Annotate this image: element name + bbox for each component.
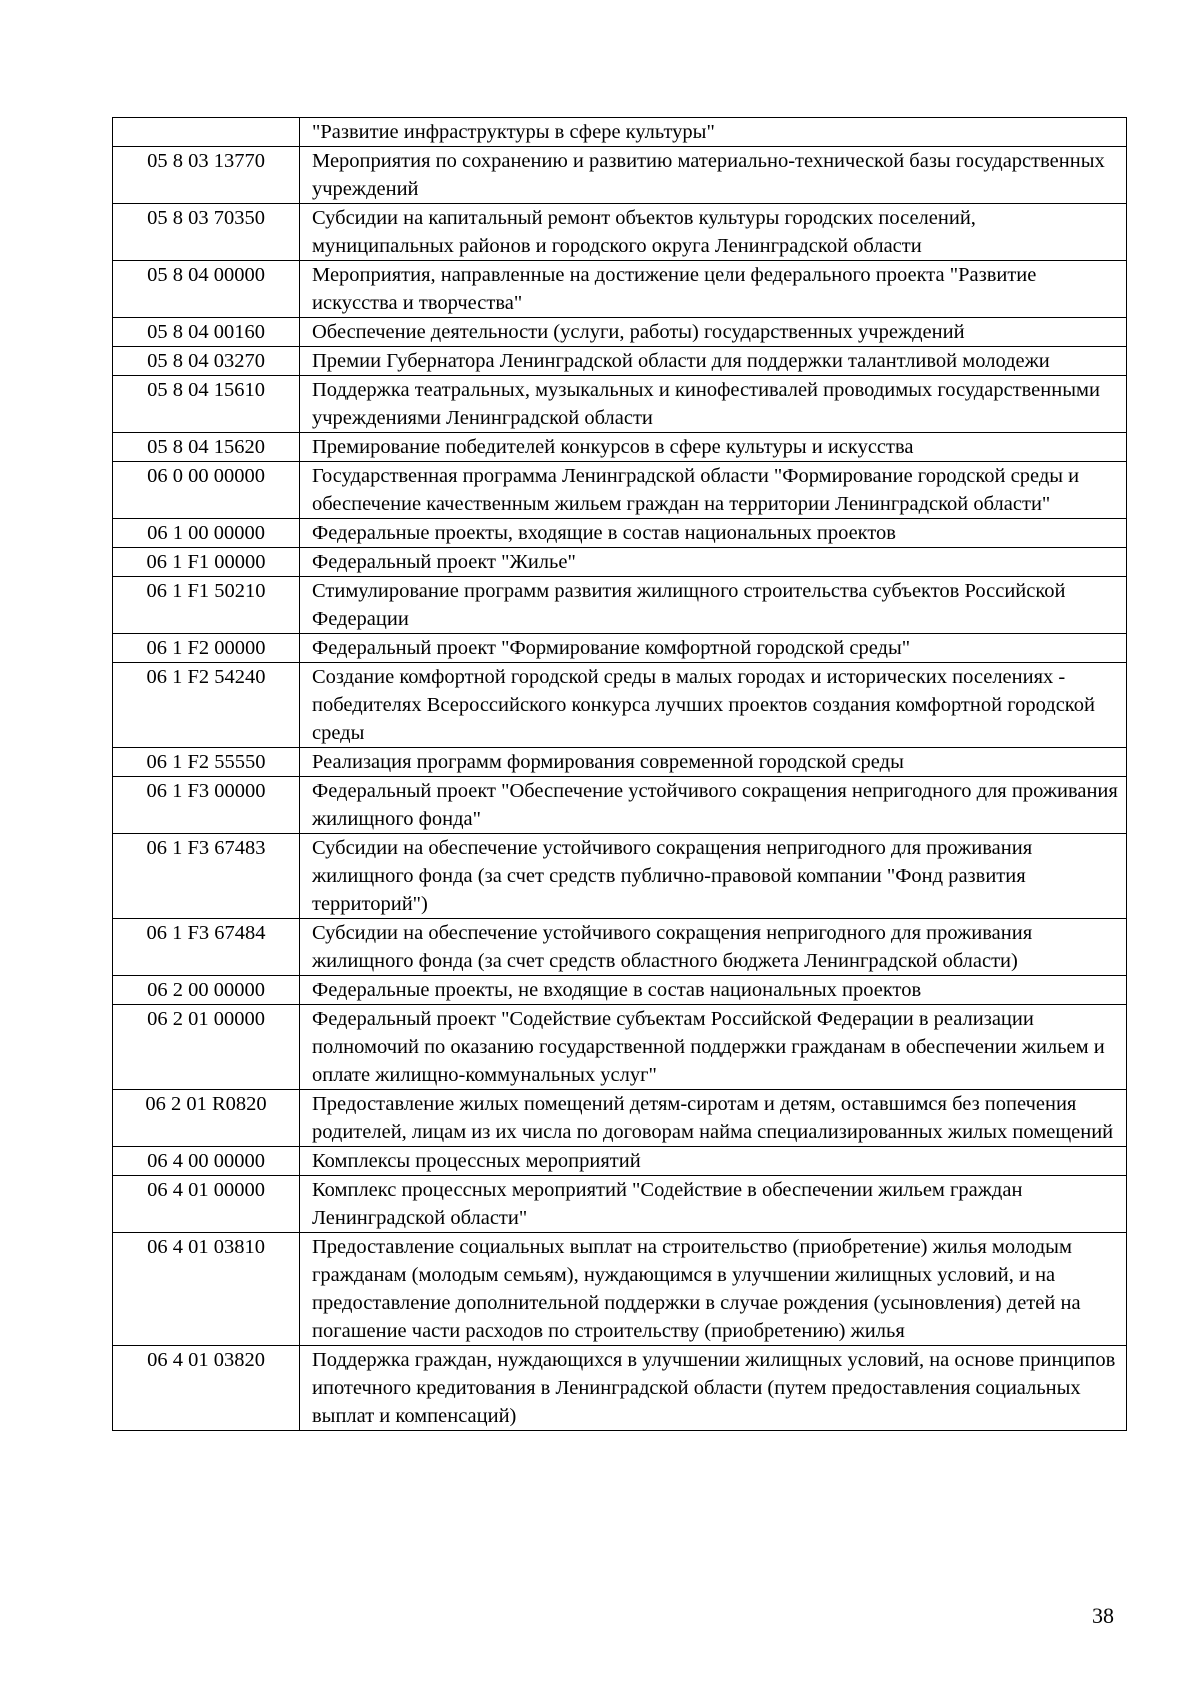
item-description: Мероприятия, направленные на достижение цели федерального проекта "Развитие искусства и творчества" <box>300 261 1127 318</box>
item-description: Федеральный проект "Обеспечение устойчивого сокращения непригодного для проживания жилищного фонда" <box>300 777 1127 834</box>
item-description: Поддержка театральных, музыкальных и кинофестивалей проводимых государственными учреждениями Ленинградской области <box>300 376 1127 433</box>
table-row <box>113 834 1127 919</box>
item-description: Субсидии на обеспечение устойчивого сокращения непригодного для проживания жилищного фонда (за счет средств публично-правовой компании "Фонд развития территорий") <box>300 834 1127 919</box>
item-description: Федеральные проекты, входящие в состав национальных проектов <box>300 519 1127 548</box>
table-row <box>113 204 1127 261</box>
classification-code: 05 8 04 03270 <box>113 347 300 376</box>
table-row <box>113 548 1127 577</box>
item-description: Субсидии на обеспечение устойчивого сокращения непригодного для проживания жилищного фонда (за счет средств областного бюджета Ленинградской области) <box>300 919 1127 976</box>
classification-code: 06 1 00 00000 <box>113 519 300 548</box>
classification-code: 06 1 F2 55550 <box>113 748 300 777</box>
classification-code: 05 8 03 13770 <box>113 147 300 204</box>
table-body <box>113 118 1127 1431</box>
table-row <box>113 519 1127 548</box>
classification-code: 06 2 00 00000 <box>113 976 300 1005</box>
classification-code <box>113 118 300 147</box>
classification-code: 05 8 03 70350 <box>113 204 300 261</box>
table-row <box>113 976 1127 1005</box>
table-row <box>113 318 1127 347</box>
classification-code: 06 1 F3 67484 <box>113 919 300 976</box>
item-description: Федеральные проекты, не входящие в состав национальных проектов <box>300 976 1127 1005</box>
table-row <box>113 919 1127 976</box>
table-row <box>113 347 1127 376</box>
classification-code: 06 1 F3 00000 <box>113 777 300 834</box>
classification-code: 06 1 F2 54240 <box>113 663 300 748</box>
table-row <box>113 147 1127 204</box>
table-row <box>113 663 1127 748</box>
table-row <box>113 577 1127 634</box>
budget-classification-table <box>112 117 1127 1431</box>
classification-code: 05 8 04 00000 <box>113 261 300 318</box>
item-description: Государственная программа Ленинградской области "Формирование городской среды и обеспечение качественным жильем граждан на территории Ленинградской области" <box>300 462 1127 519</box>
item-description: Федеральный проект "Содействие субъектам Российской Федерации в реализации полномочий по оказанию государственной поддержки гражданам в обеспечении жильем и оплате жилищно-коммунальных услуг" <box>300 1005 1127 1090</box>
table-row <box>113 261 1127 318</box>
item-description: Комплекс процессных мероприятий "Содействие в обеспечении жильем граждан Ленинградской области" <box>300 1176 1127 1233</box>
classification-code: 06 4 01 03820 <box>113 1346 300 1431</box>
classification-code: 05 8 04 00160 <box>113 318 300 347</box>
classification-code: 06 2 01 00000 <box>113 1005 300 1090</box>
page-number: 38 <box>1092 1603 1114 1628</box>
classification-code: 06 0 00 00000 <box>113 462 300 519</box>
item-description: Реализация программ формирования современной городской среды <box>300 748 1127 777</box>
table-row <box>113 433 1127 462</box>
item-description: Мероприятия по сохранению и развитию материально-технической базы государственных учреждений <box>300 147 1127 204</box>
item-description: Премирование победителей конкурсов в сфере культуры и искусства <box>300 433 1127 462</box>
classification-code: 06 1 F1 00000 <box>113 548 300 577</box>
item-description: Создание комфортной городской среды в малых городах и исторических поселениях - победителях Всероссийского конкурса лучших проектов создания комфортной городской среды <box>300 663 1127 748</box>
classification-code: 06 1 F3 67483 <box>113 834 300 919</box>
table-row <box>113 1233 1127 1346</box>
item-description: Обеспечение деятельности (услуги, работы) государственных учреждений <box>300 318 1127 347</box>
table-row <box>113 634 1127 663</box>
classification-code: 06 4 01 03810 <box>113 1233 300 1346</box>
table-row <box>113 1090 1127 1147</box>
classification-code: 06 4 01 00000 <box>113 1176 300 1233</box>
classification-code: 05 8 04 15620 <box>113 433 300 462</box>
item-description: Поддержка граждан, нуждающихся в улучшении жилищных условий, на основе принципов ипотечного кредитования в Ленинградской области (путем предоставления социальных выплат и компенсаций) <box>300 1346 1127 1431</box>
classification-code: 06 1 F2 00000 <box>113 634 300 663</box>
classification-code: 05 8 04 15610 <box>113 376 300 433</box>
classification-code: 06 2 01 R0820 <box>113 1090 300 1147</box>
classification-code: 06 4 00 00000 <box>113 1147 300 1176</box>
classification-code: 06 1 F1 50210 <box>113 577 300 634</box>
table-row <box>113 748 1127 777</box>
table-row <box>113 376 1127 433</box>
table-row <box>113 1176 1127 1233</box>
item-description: "Развитие инфраструктуры в сфере культуры" <box>300 118 1127 147</box>
item-description: Комплексы процессных мероприятий <box>300 1147 1127 1176</box>
table-row <box>113 777 1127 834</box>
item-description: Стимулирование программ развития жилищного строительства субъектов Российской Федерации <box>300 577 1127 634</box>
item-description: Премии Губернатора Ленинградской области для поддержки талантливой молодежи <box>300 347 1127 376</box>
item-description: Предоставление социальных выплат на строительство (приобретение) жилья молодым гражданам (молодым семьям), нуждающимся в улучшении жилищных условий, и на предоставление дополнительной поддержки в случае рождения (усыновления) детей на погашение части расходов по строительству (приобретению) жилья <box>300 1233 1127 1346</box>
item-description: Субсидии на капитальный ремонт объектов культуры городских поселений, муниципальных районов и городского округа Ленинградской области <box>300 204 1127 261</box>
item-description: Федеральный проект "Формирование комфортной городской среды" <box>300 634 1127 663</box>
table-row <box>113 118 1127 147</box>
item-description: Федеральный проект "Жилье" <box>300 548 1127 577</box>
table-row <box>113 1147 1127 1176</box>
table-row <box>113 462 1127 519</box>
item-description: Предоставление жилых помещений детям-сиротам и детям, оставшимся без попечения родителей, лицам из их числа по договорам найма специализированных жилых помещений <box>300 1090 1127 1147</box>
table-row <box>113 1346 1127 1431</box>
table-row <box>113 1005 1127 1090</box>
